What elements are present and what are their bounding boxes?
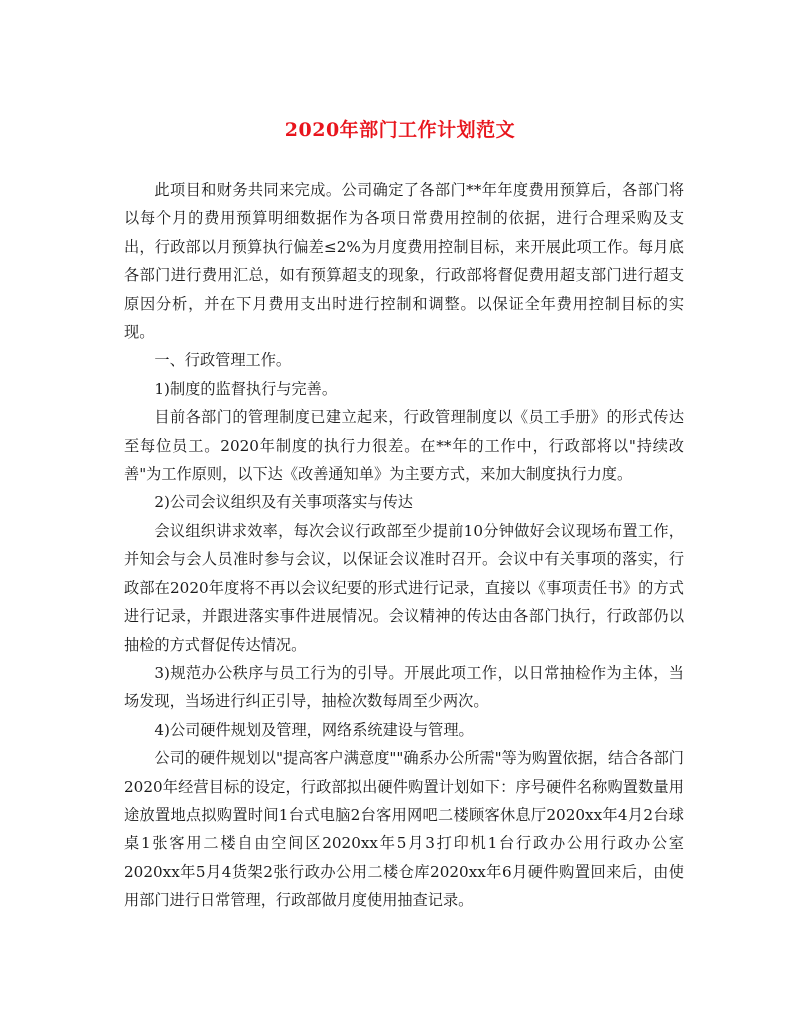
- document-title: 2020年部门工作计划范文: [284, 119, 516, 141]
- paragraph-meeting-efficiency: 会议组织讲求效率，每次会议行政部至少提前10分钟做好会议现场布置工作，并知会与会人员准时参与会议，以保证会议准时召开。会议中有关事项的落实，行政部在2020年度将不再以会议纪要的形式进行记录，直接以《事项责任书》的方式进行记录，并跟进落实事件进展情况。会议精神的传达由各部门执行，行政部仍以抽检的方式督促传达情况。: [124, 521, 684, 654]
- subheading-hardware-network: 4)公司硬件规划及管理，网络系统建设与管理。: [154, 720, 474, 739]
- paragraph-budget-control: 此项目和财务共同来完成。公司确定了各部门**年年度费用预算后，各部门将以每个月的费用预算明细数据作为各项日常费用控制的依据，进行合理采购及支出，行政部以月预算执行偏差≤2%为月度费用控制目标，来开展此项工作。每月底各部门进行费用汇总，如有预算超支的现象，行政部将督促费用超支部门进行超支原因分析，并在下月费用支出时进行控制和调整。以保证全年费用控制目标的实现。: [124, 181, 684, 342]
- paragraph-office-order: 3)规范办公秩序与员工行为的引导。开展此项工作，以日常抽检作为主体，当场发现，当场进行纠正引导，抽检次数每周至少两次。: [124, 663, 684, 711]
- heading-admin-work: 一、行政管理工作。: [154, 351, 292, 370]
- subheading-system-supervision: 1)制度的监督执行与完善。: [154, 379, 338, 398]
- paragraph-hardware-plan: 公司的硬件规划以"提高客户满意度""确系办公所需"等为购置依据，结合各部门2020年经营目标的设定，行政部拟出硬件购置计划如下：序号硬件名称购置数量用途放置地点拟购置时间1台式电脑2台客用网吧二楼顾客休息厅2020xx年4月2台球桌1张客用二楼自由空间区2020xx年5月3打印机1台行政办公用行政办公室2020xx年5月4货架2张行政办公用二楼仓库2020xx年6月硬件购置回来后，由使用部门进行日常管理，行政部做月度使用抽查记录。: [124, 749, 684, 910]
- paragraph-management-system: 目前各部门的管理制度已建立起来，行政管理制度以《员工手册》的形式传达至每位员工。2020年制度的执行力很差。在**年的工作中，行政部将以"持续改善"为工作原则，以下达《改善通知单》为主要方式，来加大制度执行力度。: [124, 408, 684, 484]
- document-body: [124, 176, 684, 915]
- subheading-meeting-organization: 2)公司会议组织及有关事项落实与传达: [154, 493, 413, 512]
